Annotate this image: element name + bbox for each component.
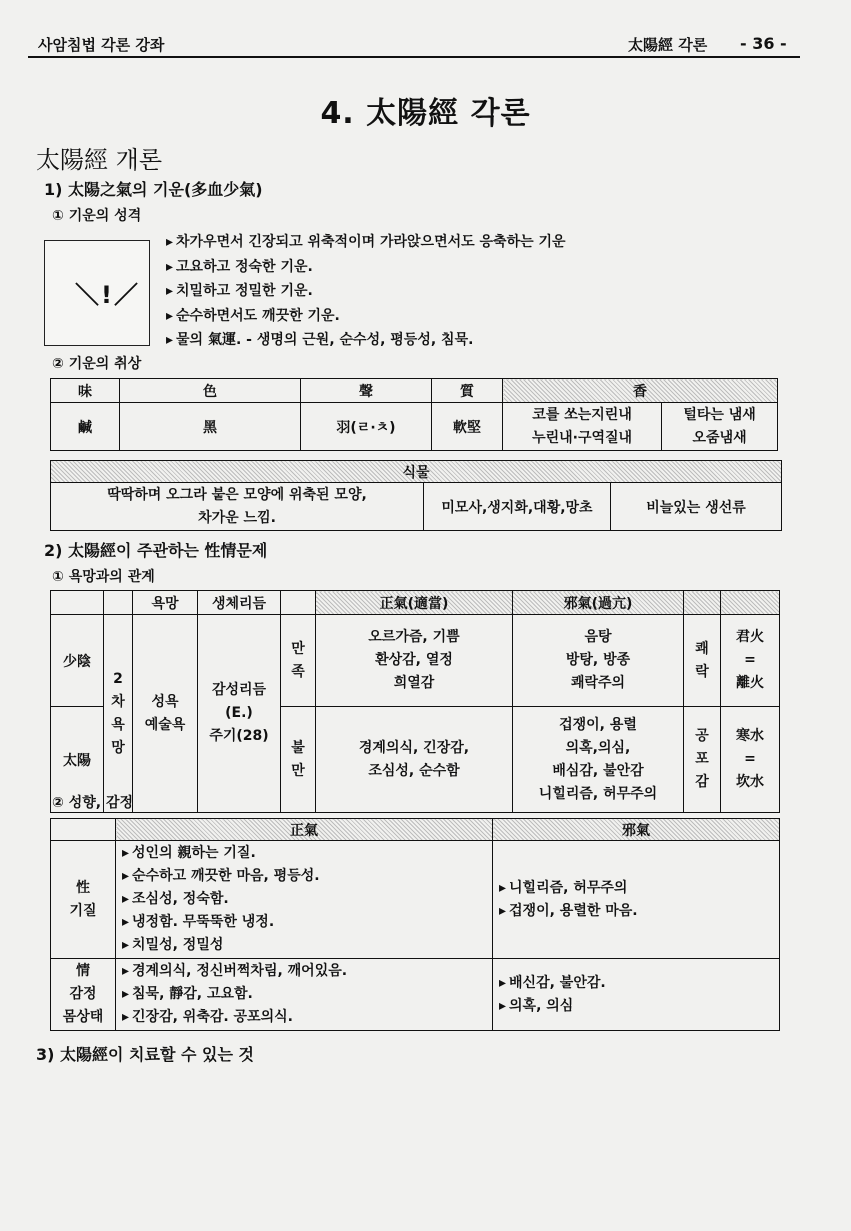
table-cell bbox=[721, 707, 780, 813]
section-1-heading: 1) 太陽之氣의 기운(多血少氣) bbox=[44, 180, 263, 199]
aroma-text: 오줌냄새 bbox=[692, 429, 747, 446]
zheng-text: 오르가즘, 기쁨 bbox=[368, 629, 460, 645]
table-cell bbox=[721, 615, 780, 707]
list-item: ▸ 배신감, 불안감. bbox=[499, 972, 779, 995]
table-cell bbox=[281, 615, 316, 707]
table-cell bbox=[662, 403, 778, 451]
row-label: 情 bbox=[76, 963, 90, 979]
list-item: ▸ 경계의식, 정신버쩍차림, 깨어있음. bbox=[122, 960, 492, 983]
table-cell: 軟堅 bbox=[432, 403, 503, 451]
table-header: 正氣 bbox=[116, 819, 493, 841]
table-cell: 少陰 bbox=[51, 615, 104, 707]
water-text: 坎水 bbox=[736, 774, 764, 790]
table-cell bbox=[133, 615, 198, 813]
list-item: ▸ 겁쟁이, 용렬한 마음. bbox=[499, 900, 779, 923]
energy-symbol-box bbox=[44, 240, 150, 346]
table-header: 聲 bbox=[301, 379, 432, 403]
table-cell bbox=[104, 615, 133, 813]
zheng-text: 희열감 bbox=[393, 675, 435, 691]
plant-desc: 딱딱하며 오그라 붙은 모양에 위축된 모양, bbox=[107, 486, 367, 503]
xie-text: 겁쟁이, 용렬 bbox=[559, 716, 637, 733]
xie-text: 음탕 bbox=[584, 629, 612, 645]
rhythm-text: 주기(28) bbox=[209, 728, 269, 744]
section-2-sub2: ② 성향, 감정 bbox=[52, 795, 134, 811]
table-cell: 鹹 bbox=[51, 403, 120, 451]
table-cell bbox=[316, 615, 513, 707]
table-header: 邪氣(過亢) bbox=[513, 591, 684, 615]
table-cell bbox=[281, 707, 316, 813]
rhythm-text: 감성리듬 bbox=[211, 682, 267, 698]
list-item: ▸ 의혹, 의심 bbox=[499, 995, 779, 1018]
plant-desc: 차가운 느낌. bbox=[198, 509, 276, 526]
table-cell bbox=[684, 615, 721, 707]
list-item: ▸ 순수하고 깨끗한 마음, 평등성. bbox=[122, 865, 492, 888]
fire-text: = bbox=[744, 652, 756, 668]
satisfied-char: 만 bbox=[291, 640, 305, 657]
row-label: 감정 bbox=[69, 986, 97, 1002]
header-rule bbox=[28, 56, 800, 58]
fire-text: 君火 bbox=[736, 629, 764, 645]
table-cell bbox=[51, 483, 424, 531]
row-label: 性 bbox=[76, 879, 90, 896]
table-cell: 黑 bbox=[120, 403, 301, 451]
list-item: ▸ 니힐리즘, 허무주의 bbox=[499, 877, 779, 900]
section-2-heading: 2) 太陽經이 주관하는 性情문제 bbox=[44, 541, 268, 560]
energy-traits-list bbox=[166, 230, 566, 353]
zheng-text: 조심성, 순수함 bbox=[368, 762, 460, 779]
pleasure-char: 쾌 bbox=[695, 640, 709, 657]
list-item: ▸ 긴장감, 위축감. 공포의식. bbox=[122, 1006, 492, 1029]
header-chapter: 太陽經 각론 bbox=[628, 36, 708, 54]
zheng-text: 환상감, 열정 bbox=[375, 652, 453, 668]
aroma-text: 털타는 냄새 bbox=[683, 406, 756, 423]
section-1-sub2: ② 기운의 취상 bbox=[52, 356, 142, 372]
list-item: ▸ 성인의 親하는 기질. bbox=[122, 842, 492, 865]
xie-text: 니힐리즘, 허무주의 bbox=[538, 785, 658, 802]
list-item: ▸ 조심성, 정숙함. bbox=[122, 888, 492, 911]
section-3-heading: 3) 太陽經이 치료할 수 있는 것 bbox=[36, 1045, 254, 1064]
page-title: 4. 太陽經 각론 bbox=[320, 96, 531, 131]
table-cell bbox=[116, 841, 493, 959]
desire-text: 예술욕 bbox=[144, 716, 186, 733]
xie-text: 쾌락주의 bbox=[570, 675, 626, 691]
list-item: ▸ 순수하면서도 깨끗한 기운. bbox=[166, 304, 566, 329]
list-item: ▸ 물의 氣運. - 생명의 근원, 순수성, 평등성, 침묵. bbox=[166, 328, 566, 353]
table-cell: 太陽 bbox=[51, 707, 104, 813]
table-cell bbox=[51, 959, 116, 1031]
table-cell bbox=[493, 841, 780, 959]
list-item: ▸ 치밀하고 정밀한 기운. bbox=[166, 279, 566, 304]
xie-text: 배심감, 불안감 bbox=[552, 762, 644, 779]
water-text: = bbox=[744, 751, 756, 767]
table-header: 邪氣 bbox=[493, 819, 780, 841]
table-cell bbox=[51, 841, 116, 959]
table-header: 香 bbox=[503, 379, 778, 403]
table-header: 생체리듬 bbox=[198, 591, 281, 615]
table-cell bbox=[513, 615, 684, 707]
table-cell: 비늘있는 생선류 bbox=[611, 483, 782, 531]
table-cell bbox=[198, 615, 281, 813]
table-cell bbox=[513, 707, 684, 813]
table-cell bbox=[493, 959, 780, 1031]
order-char: 2 bbox=[113, 670, 123, 687]
order-char: 차 bbox=[111, 693, 125, 710]
table-cell: 羽(ㄹ·ㅊ) bbox=[301, 403, 432, 451]
list-item: ▸ 고요하고 정숙한 기운. bbox=[166, 255, 566, 280]
table-cell bbox=[684, 707, 721, 813]
table-header: 質 bbox=[432, 379, 503, 403]
list-item: ▸ 치밀성, 정밀성 bbox=[122, 934, 492, 957]
list-item: ▸ 침묵, 靜감, 고요함. bbox=[122, 983, 492, 1006]
table-cell bbox=[503, 403, 662, 451]
image-table bbox=[50, 378, 778, 451]
xie-text: 의혹,의심, bbox=[565, 739, 631, 756]
aroma-text: 누린내·구역질내 bbox=[532, 429, 633, 446]
table-cell bbox=[316, 707, 513, 813]
desire-text: 성욕 bbox=[151, 693, 179, 710]
section-1-sub1: ① 기운의 성격 bbox=[52, 208, 142, 224]
xie-text: 방탕, 방종 bbox=[565, 652, 631, 668]
header-course-title: 사암침법 각론 강좌 bbox=[38, 36, 165, 54]
table-header: 욕망 bbox=[133, 591, 198, 615]
order-char: 망 bbox=[111, 739, 125, 756]
fire-text: 離火 bbox=[736, 675, 764, 691]
satisfied-char: 족 bbox=[291, 663, 305, 680]
section-2-sub1: ① 욕망과의 관계 bbox=[52, 569, 155, 585]
list-item: ▸ 차가우면서 긴장되고 위축적이며 가라앉으면서도 응축하는 기운 bbox=[166, 230, 566, 255]
water-text: 寒水 bbox=[736, 728, 764, 744]
row-label: 몸상태 bbox=[62, 1009, 104, 1025]
temperament-table bbox=[50, 818, 780, 1031]
row-label: 기질 bbox=[69, 902, 97, 919]
rhythm-text: (E.) bbox=[225, 705, 253, 721]
table-header: 色 bbox=[120, 379, 301, 403]
pleasure-char: 락 bbox=[695, 663, 709, 680]
fear-char: 포 bbox=[695, 751, 709, 767]
table-header: 正氣(適當) bbox=[316, 591, 513, 615]
fear-char: 공 bbox=[695, 728, 709, 744]
list-item: ▸ 냉정함. 무뚝뚝한 냉정. bbox=[122, 911, 492, 934]
desire-table bbox=[50, 590, 780, 813]
dissatisfied-char: 불 bbox=[291, 739, 305, 756]
fear-char: 감 bbox=[695, 774, 709, 790]
order-char: 욕 bbox=[111, 716, 125, 733]
dissatisfied-char: 만 bbox=[291, 762, 305, 779]
zheng-text: 경계의식, 긴장감, bbox=[358, 739, 470, 756]
table-cell bbox=[116, 959, 493, 1031]
table-header: 味 bbox=[51, 379, 120, 403]
table-header: 식물 bbox=[51, 461, 782, 483]
page-number: - 36 - bbox=[740, 34, 787, 53]
aroma-text: 코를 쏘는지린내 bbox=[532, 406, 632, 423]
overview-title: 太陽經 개론 bbox=[36, 146, 162, 174]
energy-symbol-icon: ＼!／ bbox=[75, 281, 140, 309]
plant-table bbox=[50, 460, 782, 531]
table-cell: 미모사,생지화,대황,망초 bbox=[424, 483, 611, 531]
